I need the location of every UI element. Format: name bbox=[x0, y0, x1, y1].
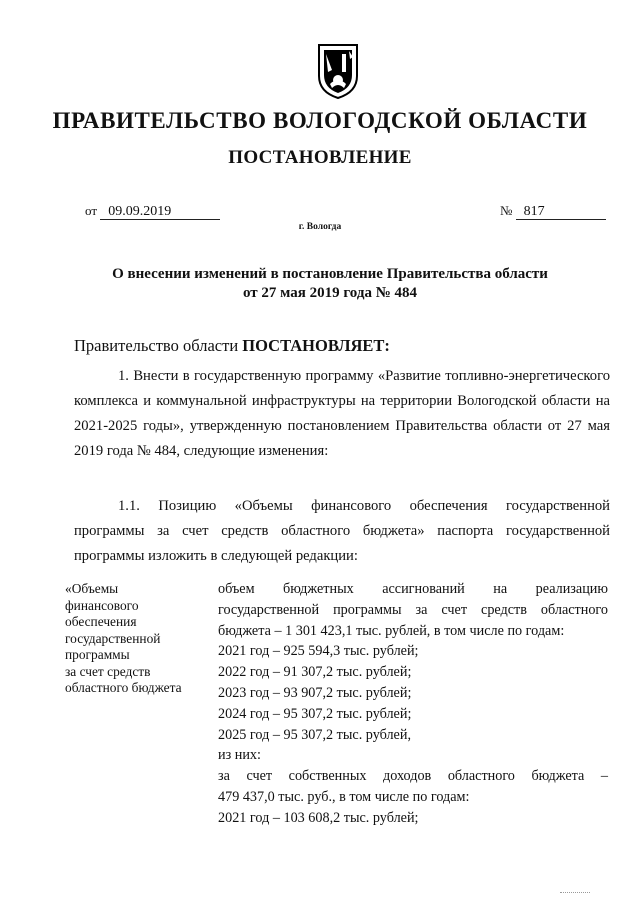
paragraph-1-1-text: 1.1. Позицию «Объемы финансового обеспечения государственной программы за счет средств областного бюджета» паспорта государственной программы изложить в следующей редакции: bbox=[74, 498, 610, 564]
lead-bold: ПОСТАНОВЛЯЕТ: bbox=[242, 336, 390, 355]
left-line: финансового bbox=[65, 597, 139, 613]
paragraph-1 bbox=[74, 364, 610, 464]
document-number bbox=[500, 203, 606, 220]
left-line: программы bbox=[65, 647, 130, 662]
left-line: государственной bbox=[65, 630, 161, 646]
paragraph-1-1 bbox=[74, 494, 610, 569]
table-left-column bbox=[65, 581, 215, 697]
table-right-column bbox=[218, 579, 608, 829]
number-value: 817 bbox=[516, 204, 606, 220]
document-date bbox=[85, 203, 220, 220]
government-title: ПРАВИТЕЛЬСТВО ВОЛОГОДСКОЙ ОБЛАСТИ bbox=[52, 108, 588, 133]
year-line: 2023 год – 93 907,2 тыс. рублей; bbox=[218, 684, 412, 701]
left-line: областного бюджета bbox=[65, 680, 182, 695]
right-intro-line-1: объем бюджетных ассигнований на реализацию bbox=[218, 581, 608, 597]
own-revenue-line-1: за счет собственных доходов областного бюджета – bbox=[218, 768, 608, 785]
coat-of-arms-icon bbox=[316, 42, 360, 100]
left-line: «Объемы bbox=[65, 581, 119, 596]
left-line: обеспечения bbox=[65, 614, 137, 629]
of-them-line: из них: bbox=[218, 747, 261, 764]
document-type: ПОСТАНОВЛЕНИЕ bbox=[228, 147, 412, 168]
city: г. Вологда bbox=[298, 222, 342, 232]
number-prefix: № bbox=[500, 203, 513, 218]
own-revenue-line-2: 479 437,0 тыс. руб., в том числе по годам: bbox=[218, 788, 470, 805]
lead-text: Правительство области bbox=[74, 336, 243, 355]
left-line: за счет средств bbox=[65, 663, 151, 679]
right-intro-line-3: бюджета – 1 301 423,1 тыс. рублей, в том числе по годам: bbox=[218, 622, 565, 639]
page-mark bbox=[560, 892, 590, 894]
year-line: 2022 год – 91 307,2 тыс. рублей; bbox=[218, 664, 412, 681]
year-line: 2025 год – 95 307,2 тыс. рублей, bbox=[218, 726, 411, 743]
date-prefix: от bbox=[85, 203, 98, 218]
date-value: 09.09.2019 bbox=[100, 204, 220, 220]
heading-line-1: О внесении изменений в постановление Правительства области bbox=[112, 266, 548, 282]
right-intro-line-2: государственной программы за счет средств областного bbox=[218, 601, 608, 618]
heading-line-2: от 27 мая 2019 года № 484 bbox=[242, 285, 418, 301]
document-heading bbox=[80, 265, 580, 303]
paragraph-1-text: 1. Внести в государственную программу «Развитие топливно-энергетического комплекса и коммунальной инфраструктуры на территории Вологодской области на 2021-2025 годы», утвержденную постановлением Правительства области от 27 мая 2019 года № 484, следующие изменения: bbox=[74, 368, 610, 459]
resolution-lead bbox=[74, 336, 390, 356]
year-line: 2021 год – 925 594,3 тыс. рублей; bbox=[218, 643, 419, 660]
year-line: 2024 год – 95 307,2 тыс. рублей; bbox=[218, 705, 412, 722]
own-revenue-year-line: 2021 год – 103 608,2 тыс. рублей; bbox=[218, 809, 419, 826]
